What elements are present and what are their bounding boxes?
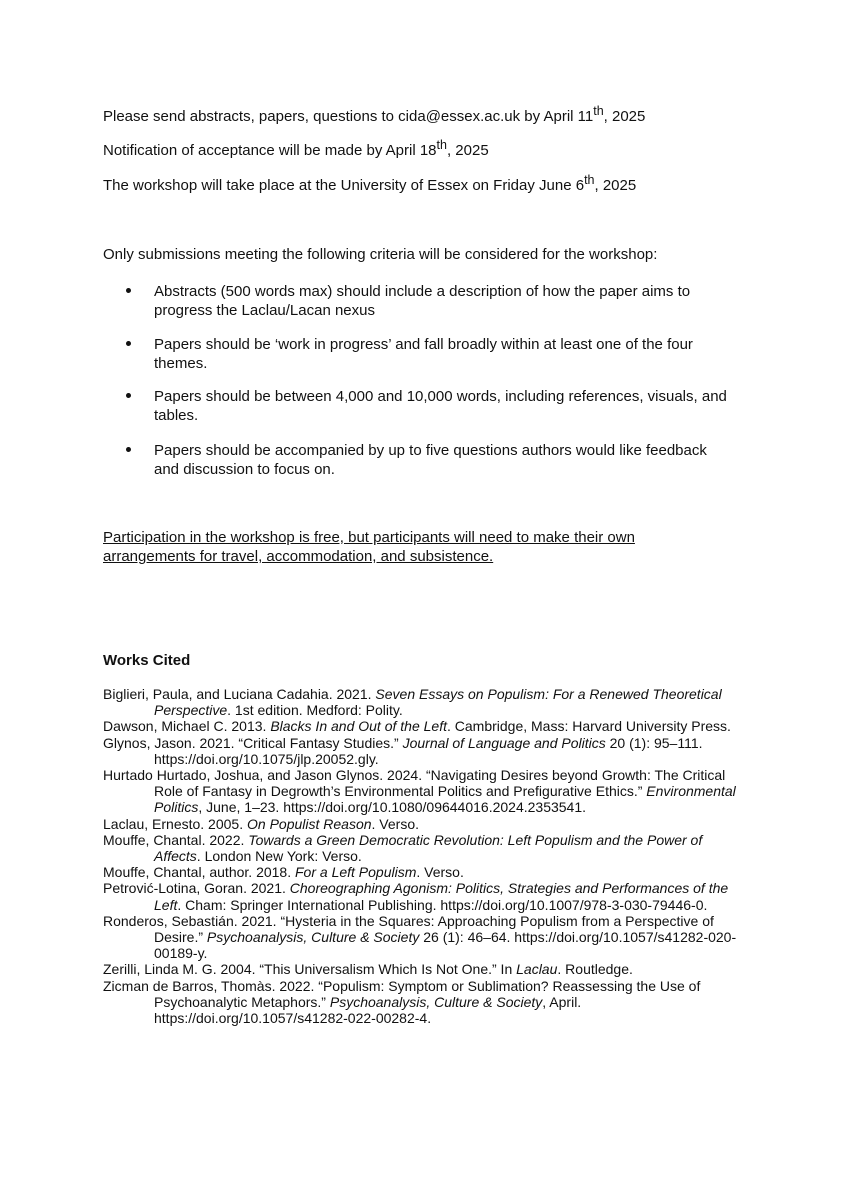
notification-deadline-line: Notification of acceptance will be made by April 18th, 2025 (103, 138, 489, 159)
reference-title: Blacks In and Out of the Left (270, 718, 447, 735)
reference-entry (103, 718, 743, 734)
reference-entry (103, 735, 743, 767)
reference-title: Towards a Green Democratic Revolution: Left Populism and the Power of Affects (154, 831, 703, 865)
reference-title: Laclau (516, 961, 558, 978)
reference-text: Laclau, Ernesto. 2005. (103, 815, 247, 832)
reference-text: . Verso. (416, 864, 464, 881)
reference-text: 26 (1): 46–64. https://doi.org/10.1057/s41282-020-00189-y. (154, 929, 737, 962)
document-page: Please send abstracts, papers, questions to cida@essex.ac.uk by April 11th, 2025 Notification of acceptance will be made by April 18th, 2025 The workshop will take place at the University of Essex on Friday June 6th, 2025 Only submissions meeting the following criteria will be considered for the workshop: Abstracts (500 words max) should include a description of how the paper aims to progress the Laclau/Lacan nexus Papers should be ‘work in progress’ and fall broadly within at least one of the four themes. Papers should be between 4,000 and 10,000 words, including references, visuals, and tables. Papers should be accompanied by up to five questions authors would like feedback and discussion to focus on. Participation in the workshop is free, but participants will need to make their own arrangements for travel, accommodation, and subsistence. Works Cited Biglieri, Paula, and Luciana Cadahia. 2021. Seven Essays on Populism: For a Renewed Theoretical Perspective. 1st edition. Medford: Polity. Dawson, Michael C. 2013. Blacks In and Out of the Left. Cambridge, Mass: Harvard University Press. Glynos, Jason. 2021. “Critical Fantasy Studies.” Journal of Language and Politics 20 (1): 95–111. https://doi.org/10.1075/jlp.20052.gly. Hurtado Hurtado, Joshua, and Jason Glynos. 2024. “Navigating Desires beyond Growth: The Critical Role of Fantasy in Degrowth’s Environmental Politics and Prefigurative Ethics.” Environmental Politics, June, 1–23. https://doi.org/10.1080/09644016.2024.2353541. Laclau, Ernesto. 2005. On Populist Reason. Verso. Mouffe, Chantal. 2022. Towards a Green Democratic Revolution: Left Populism and the Power of Affects. London New York: Verso. Mouffe, Chantal, author. 2018. For a Left Populism. Verso. Petrović-Lotina, Goran. 2021. Choreographing Agonism: Politics, Strategies and Performances of the Left. Cham: Springer International Publishing. https://doi.org/10.1007/978-3-030-79446-0. Ronderos, Sebastián. 2021. “Hysteria in the Squares: Approaching Populism from a Perspective of Desire.” Psychoanalysis, Culture & Society 26 (1): 46–64. https://doi.org/10.1057/s41282-020-00189-y. Zerilli, Linda M. G. 2004. “This Universalism Which Is Not One.” In Laclau. Routledge. Zicman de Barros, Thomàs. 2022. “Populism: Symptom or Sublimation? Reassessing the Use of Psychoanalytic Metaphors.” Psychoanalysis, Culture & Society, April. https://doi.org/10.1057/s41282-022-00282-4. (0, 0, 848, 1200)
bullet-icon (126, 447, 131, 452)
reference-title: Journal of Language and Politics (402, 734, 606, 751)
reference-title: Psychoanalysis, Culture & Society (329, 993, 543, 1010)
reference-text: Hurtado Hurtado, Joshua, and Jason Glynos. 2024. “Navigating Desires beyond Growth: The Critical Role of Fantasy in Degrowth’s Environmental Politics and Prefigurative Ethics.” (103, 767, 726, 800)
bullet-icon (126, 393, 131, 398)
reference-text: Ronderos, Sebastián. 2021. “Hysteria in the Squares: Approaching Populism from a Perspective of Desire.” (103, 912, 714, 946)
reference-text: , June, 1–23. https://doi.org/10.1080/09644016.2024.2353541. (198, 799, 587, 816)
reference-text: . Verso. (371, 815, 419, 832)
reference-entry (103, 880, 743, 912)
reference-text: Zerilli, Linda M. G. 2004. “This Universalism Which Is Not One.” In (103, 961, 517, 978)
reference-text: Glynos, Jason. 2021. “Critical Fantasy Studies.” (103, 734, 403, 751)
reference-text: . 1st edition. Medford: Polity. (227, 702, 403, 719)
works-cited-list (103, 686, 743, 1026)
workshop-date-line: The workshop will take place at the University of Essex on Friday June 6th, 2025 (103, 173, 637, 194)
participation-note: Participation in the workshop is free, but participants will need to make their own arrangements for travel, accommodation, and subsistence. (103, 529, 635, 565)
reference-title: Seven Essays on Populism: For a Renewed Theoretical Perspective (154, 686, 722, 719)
reference-title: Choreographing Agonism: Politics, Strategies and Performances of the Left (154, 880, 729, 913)
reference-entry (103, 686, 743, 718)
reference-text: . London New York: Verso. (196, 848, 362, 865)
reference-text: Mouffe, Chantal. 2022. (103, 831, 249, 848)
bullet-icon (126, 288, 131, 293)
reference-text: Dawson, Michael C. 2013. (103, 718, 271, 735)
criteria-intro: Only submissions meeting the following criteria will be considered for the workshop: (103, 246, 658, 263)
reference-text: Petrović-Lotina, Goran. 2021. (103, 880, 290, 897)
reference-text: Zicman de Barros, Thomàs. 2022. “Populism: Symptom or Sublimation? Reassessing the Use of Psychoanalytic Metaphors.” (103, 977, 701, 1010)
abstract-deadline-line: Please send abstracts, papers, questions to cida@essex.ac.uk by April 11th, 2025 (103, 104, 646, 125)
reference-text: 20 (1): 95–111. https://doi.org/10.1075/jlp.20052.gly. (154, 734, 703, 767)
reference-entry (103, 832, 743, 864)
reference-entry (103, 978, 743, 1027)
reference-entry (103, 913, 743, 962)
works-cited-heading: Works Cited (103, 652, 191, 669)
reference-entry (103, 816, 743, 832)
reference-entry (103, 864, 743, 880)
reference-title: On Populist Reason (247, 815, 372, 832)
reference-text: , April. https://doi.org/10.1057/s41282-022-00282-4. (154, 993, 582, 1027)
reference-text: . Cham: Springer International Publishing. https://doi.org/10.1007/978-3-030-79446-0. (177, 896, 708, 913)
reference-title: Psychoanalysis, Culture & Society (206, 929, 420, 946)
reference-text: Biglieri, Paula, and Luciana Cadahia. 2021. (103, 686, 376, 702)
bullet-icon (126, 341, 131, 346)
reference-entry (103, 767, 743, 816)
reference-title: For a Left Populism (295, 864, 417, 881)
reference-text: . Routledge. (557, 961, 633, 978)
reference-text: . Cambridge, Mass: Harvard University Press. (446, 718, 731, 735)
reference-title: Environmental Politics (154, 783, 736, 816)
reference-text: Mouffe, Chantal, author. 2018. (103, 864, 295, 881)
reference-entry (103, 961, 743, 977)
